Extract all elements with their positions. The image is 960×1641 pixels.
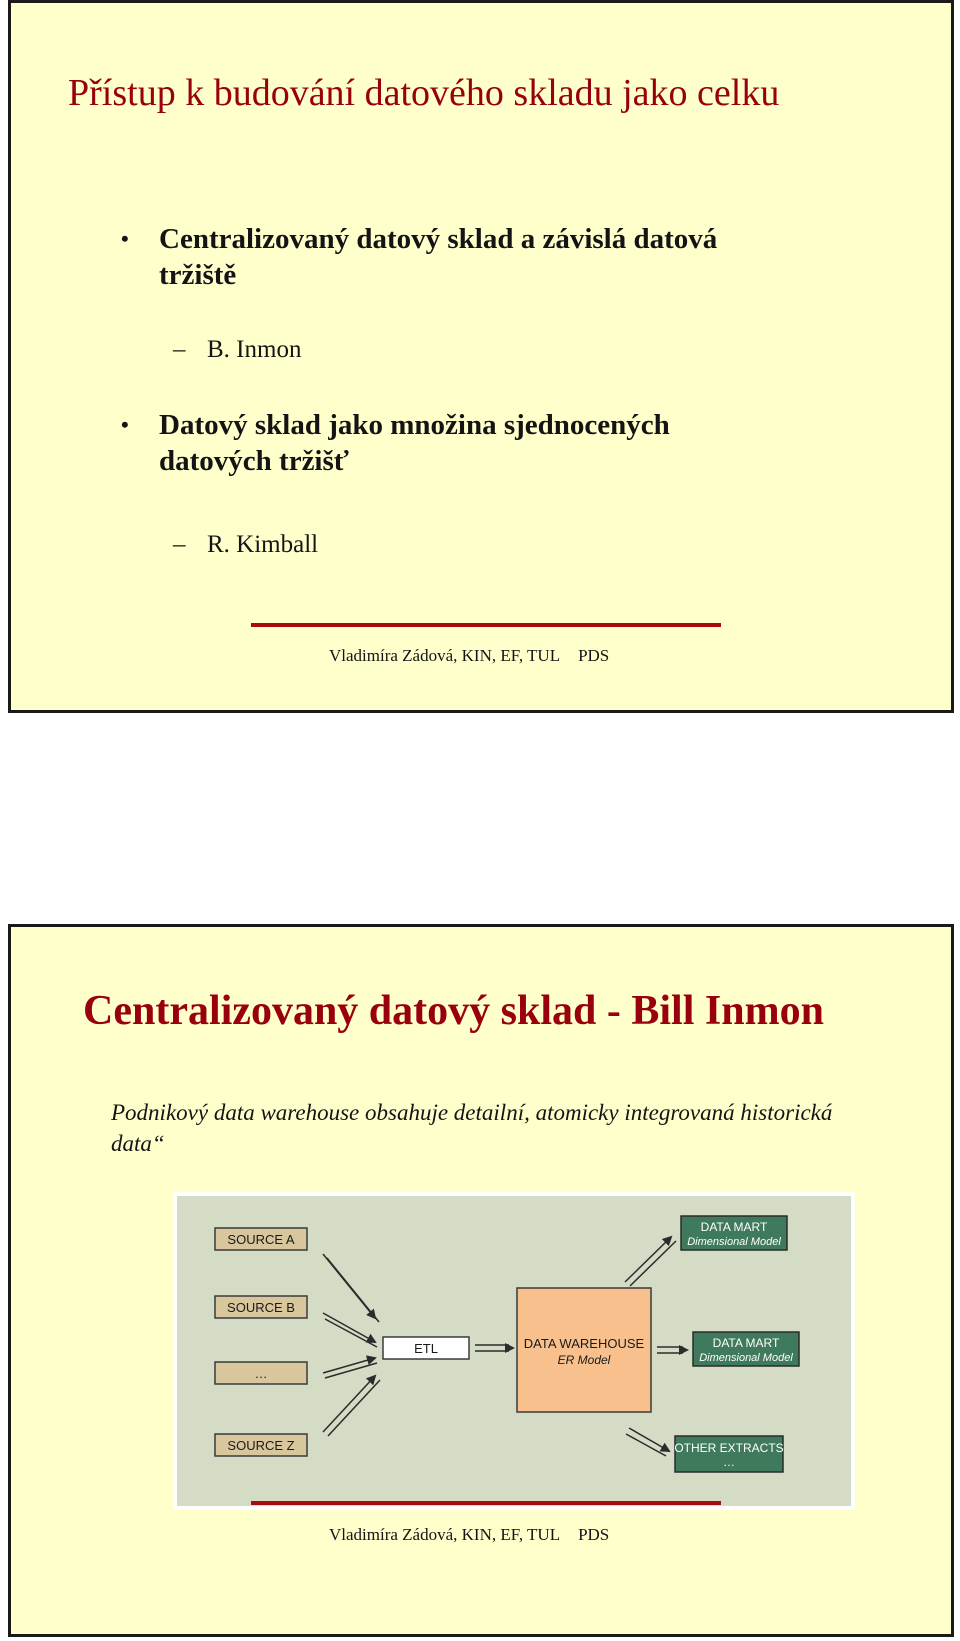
footer [329,1525,609,1545]
sub-bullet-text: B. Inmon [207,336,302,363]
footer [329,646,609,666]
footer-author: Vladimíra Zádová, KIN, EF, TUL [329,1525,561,1544]
data-warehouse-title: DATA WAREHOUSE [523,1336,645,1351]
dash-icon: – [173,531,186,558]
source-label: SOURCE Z [227,1438,295,1453]
dash-icon: – [173,336,186,363]
slide-2 [8,924,954,1637]
source-box [215,1362,307,1384]
source-box [215,1296,307,1318]
source-box [215,1228,307,1250]
bullet-text: Datový sklad jako množina sjednocených datových tržišť [159,409,670,477]
bullet-dot-icon: • [121,226,129,251]
footer-divider [251,623,721,627]
other-extracts-title: OTHER EXTRACTS [674,1441,784,1455]
footer-divider [251,1501,721,1505]
sub-bullet-item [173,336,301,364]
data-mart-subtitle: Dimensional Model [699,1352,793,1364]
source-label: SOURCE A [227,1232,295,1247]
architecture-diagram [173,1192,855,1510]
data-mart-box [681,1216,787,1250]
sub-bullet-item [173,531,318,559]
footer-course: PDS [578,1525,610,1544]
source-box [215,1434,307,1456]
data-mart-title: DATA MART [712,1336,780,1350]
quote-text: Podnikový data warehouse obsahuje detailní, atomicky integrovaná historická data“ [111,1100,833,1156]
footer-author: Vladimíra Zádová, KIN, EF, TUL [329,646,561,665]
data-mart-subtitle: Dimensional Model [687,1236,781,1248]
data-warehouse-box [517,1288,651,1412]
data-warehouse-subtitle: ER Model [557,1353,611,1367]
bullet-item [121,407,761,479]
etl-label: ETL [414,1341,438,1356]
data-mart-box [693,1332,799,1366]
source-label: … [254,1366,268,1381]
sub-bullet-text: R. Kimball [207,531,319,558]
data-mart-title: DATA MART [700,1220,768,1234]
etl-box [383,1337,469,1359]
bullet-dot-icon: • [121,412,129,437]
slide-title: Přístup k budování datového skladu jako celku [68,72,780,114]
footer-course: PDS [578,646,610,665]
bullet-item [121,221,761,293]
bullet-text: Centralizovaný datový sklad a závislá datová tržiště [159,223,718,291]
slide-title: Centralizovaný datový sklad - Bill Inmon [83,988,824,1034]
source-label: SOURCE B [227,1300,295,1315]
slide-1 [8,0,954,713]
other-extracts-box [674,1436,783,1472]
other-extracts-subtitle: … [723,1455,735,1469]
